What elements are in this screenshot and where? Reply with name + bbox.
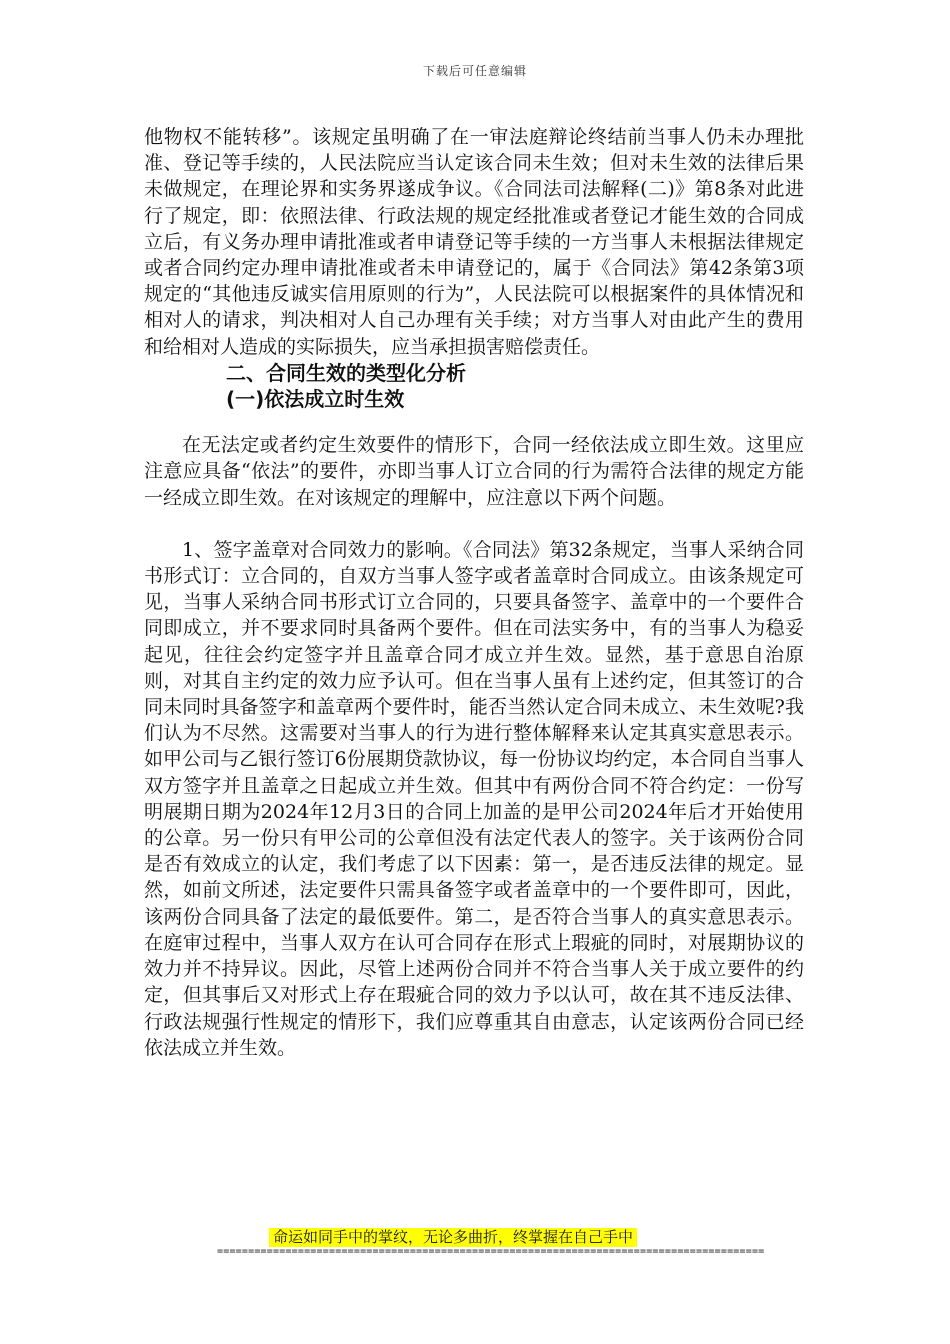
body-paragraph: 1、签字盖章对合同效力的影响。《合同法》第32条规定，当事人采纳合同书形式订：立合同的，自双方当事人签字或者盖章时合同成立。由该条规定可见，当事人采纳合同书形式订立合同的，只要具备签字、盖章中的一个要件合同即成立，并不要求同时具备两个要件。但在司法实务中，有的当事人为稳妥起见，往往会约定签字并且盖章合同才成立并生效。显然，基于意思自治原则，对其自主约定的效力应予认可。但在当事人虽有上述约定，但其签订的合同未同时具备签字和盖章两个要件时，能否当然认定合同未成立、未生效呢?我们认为不尽然。这需要对当事人的行为进行整体解释来认定其真实意思表示。如甲公司与乙银行签订6份展期贷款协议，每一份协议均约定，本合同自当事人双方签字并且盖章之日起成立并生效。但其中有两份合同不符合约定：一份写明展期日期为2024年12月3日的合同上加盖的是甲公司2024年后才开始使用的公章。另一份只有甲公司的公章但没有法定代表人的签字。关于该两份合同是否有效成立的认定，我们考虑了以下因素：第一，是否违反法律的规定。显然，如前文所述，法定要件只需具备签字或者盖章中的一个要件即可，因此，该两份合同具备了法定的最低要件。第二，是否符合当事人的真实意思表示。在庭审过程中，当事人双方在认可合同存在形式上瑕疵的同时，对展期协议的效力并不持异议。因此，尽管上述两份合同并不符合当事人关于成立要件的约定，但其事后又对形式上存在瑕疵合同的效力予以认可，故在其不违反法律、行政法规强行性规定的情形下，我们应尊重其自由意志，认定该两份合同已经依法成立并生效。: [144, 538, 804, 1059]
body-paragraph: 他物权不能转移”。该规定虽明确了在一审法庭辩论终结前当事人仍未办理批准、登记等手续的，人民法院应当认定该合同未生效；但对未生效的法律后果未做规定，在理论界和实务界遂成争议。《合同法司法解释(二)》第8条对此进行了规定，即：依照法律、行政法规的规定经批准或者登记才能生效的合同成立后，有义务办理申请批准或者申请登记等手续的一方当事人未根据法律规定或者合同约定办理申请批准或者未申请登记的，属于《合同法》第42条第3项规定的“其他违反诚实信用原则的行为”，人民法院可以根据案件的具体情况和相对人的请求，判决相对人自己办理有关手续；对方当事人对由此产生的费用和给相对人造成的实际损失，应当承担损害赔偿责任。: [144, 126, 804, 358]
document-body: [144, 124, 804, 1061]
section-heading: 二、合同生效的类型化分析: [226, 360, 466, 385]
page-header-note: 下载后可任意编辑: [422, 64, 527, 78]
footer-divider: ========================================================================================: [217, 1246, 765, 1257]
body-paragraph: 在无法定或者约定生效要件的情形下，合同一经依法成立即生效。这里应注意应具备“依法”的要件，亦即当事人订立合同的行为需符合法律的规定方能一经成立即生效。在对该规定的理解中，应注意以下两个问题。: [144, 434, 804, 509]
footer-motto: 命运如同手中的掌纹，无论多曲折，终掌握在自己手中: [269, 1228, 637, 1247]
subsection-heading: (一)依法成立时生效: [226, 387, 405, 412]
